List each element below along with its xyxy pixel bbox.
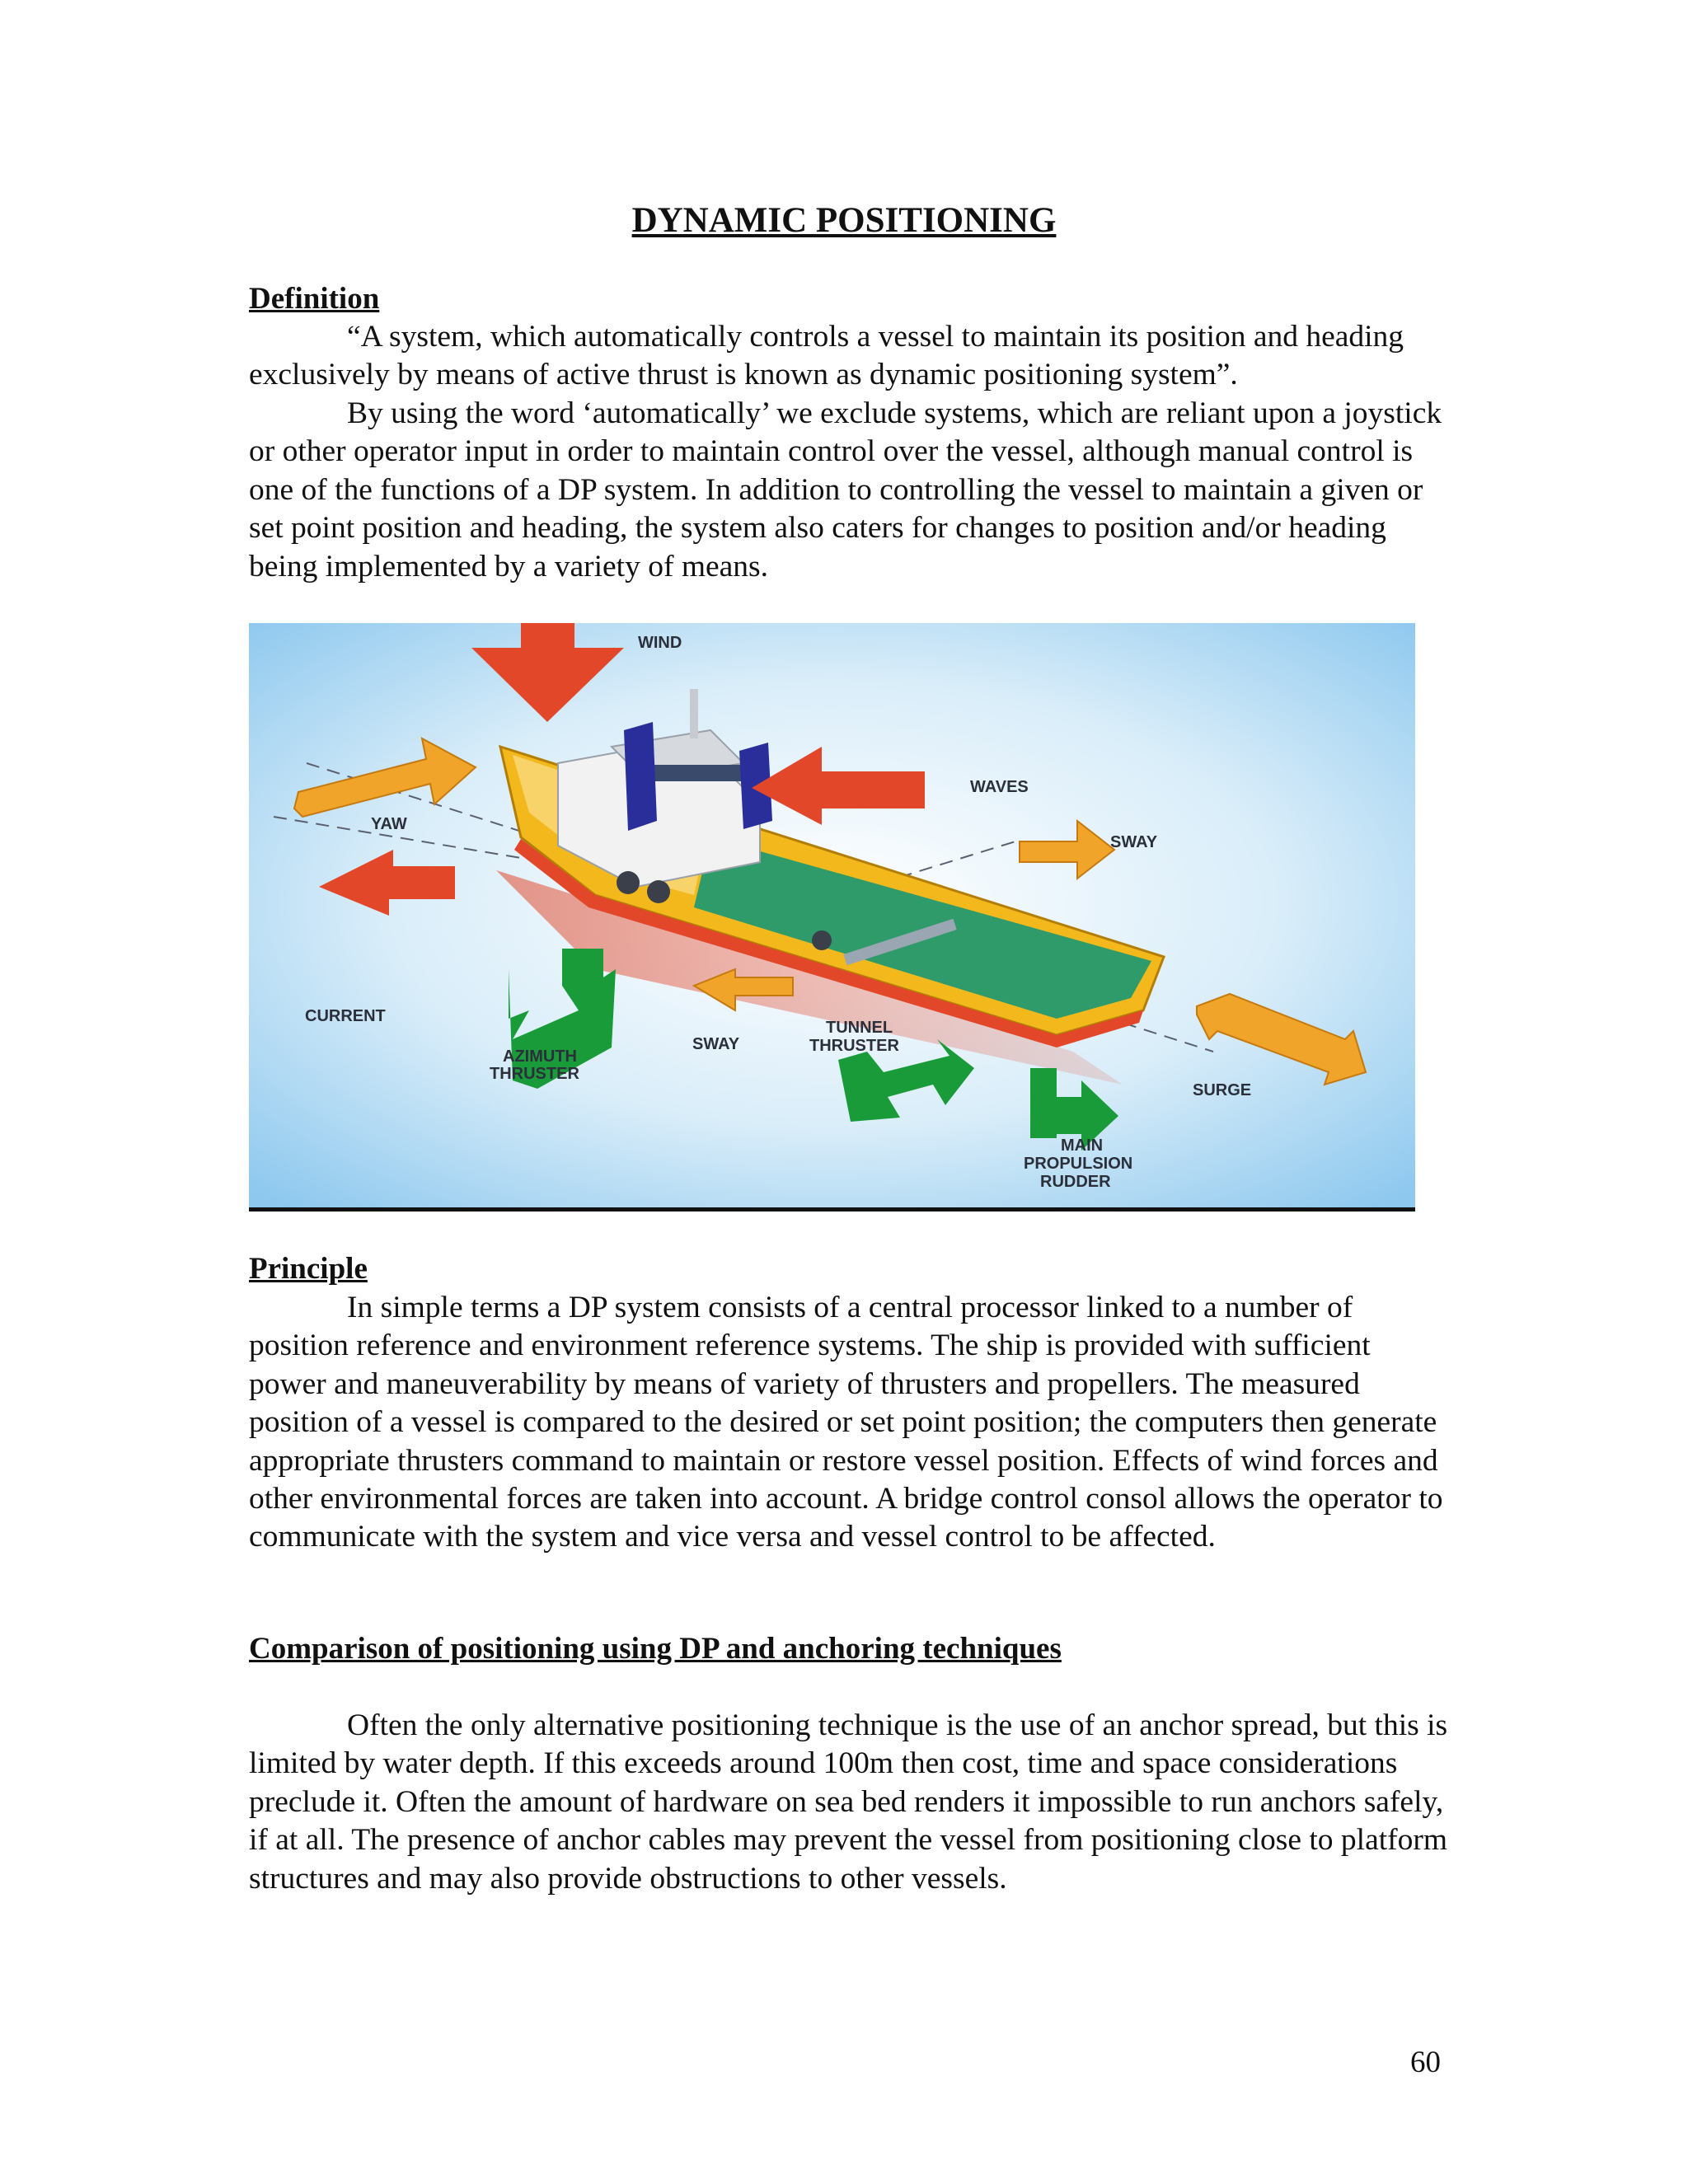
comparison-paragraph: Often the only alternative positioning technique is the use of an anchor spread, but this is limited by water depth. If this exceeds around 100m then cost, time and space considerations preclude it. Often the amount of hardware on sea bed renders it impossible to run anchors safely, if at all. The presence of anchor cables may prevent the vessel from positioning close to platform structures and may also provide obstructions to other vessels. (249, 1708, 1448, 1896)
figure-bottom-rule (249, 1207, 1415, 1212)
page-title: DYNAMIC POSITIONING (631, 201, 1057, 240)
label-sway-right: SWAY (1110, 833, 1158, 851)
label-current: CURRENT (305, 1007, 386, 1025)
principle-paragraph: In simple terms a DP system consists of a central processor linked to a number of position reference and environment reference systems. The ship is provided with sufficient power and maneuverability by means of variety of thrusters and propellers. The measured position of a vessel is compared to the desired or set point position; the computers then generate appropriate thrusters command to maintain or restore vessel position. Effects of wind forces and other environmental forces are taken into account. A bridge control consol allows the operator to communicate with the system and vice versa and vessel control to be affected. (249, 1291, 1443, 1554)
label-main-3: RUDDER (1040, 1173, 1111, 1191)
label-sway-left: SWAY (692, 1035, 740, 1053)
definition-paragraph-2: By using the word ‘automatically’ we exclude systems, which are reliant upon a joystick or other operator input in order to maintain control over the vessel, although manual control is one of the functions of a DP system. In addition to controlling the vessel to maintain a given or set point position and heading, the system also caters for changes to position and/or heading being implemented by a variety of means. (249, 396, 1442, 583)
label-yaw: YAW (371, 815, 407, 833)
label-main-2: PROPULSION (1024, 1155, 1133, 1173)
label-surge: SURGE (1193, 1081, 1252, 1099)
definition-heading: Definition (249, 282, 380, 316)
label-azimuth-2: THRUSTER (490, 1065, 579, 1083)
dp-forces-diagram (249, 623, 1415, 1207)
label-main-1: MAIN (1061, 1137, 1104, 1155)
label-waves: WAVES (970, 778, 1029, 796)
principle-heading: Principle (249, 1252, 368, 1286)
comparison-heading: Comparison of positioning using DP and anchoring techniques (249, 1632, 1062, 1666)
page-number: 60 (1410, 2046, 1441, 2079)
label-wind: WIND (638, 634, 682, 652)
label-azimuth-1: AZIMUTH (503, 1047, 577, 1066)
ship-mast (690, 689, 698, 738)
label-tunnel-2: THRUSTER (809, 1037, 899, 1055)
ship-funnel-left (624, 722, 657, 831)
definition-paragraph-1: “A system, which automatically controls a vessel to maintain its position and heading exclusively by means of active thrust is known as dynamic positioning system”. (249, 320, 1404, 392)
label-tunnel-1: TUNNEL (826, 1019, 893, 1037)
